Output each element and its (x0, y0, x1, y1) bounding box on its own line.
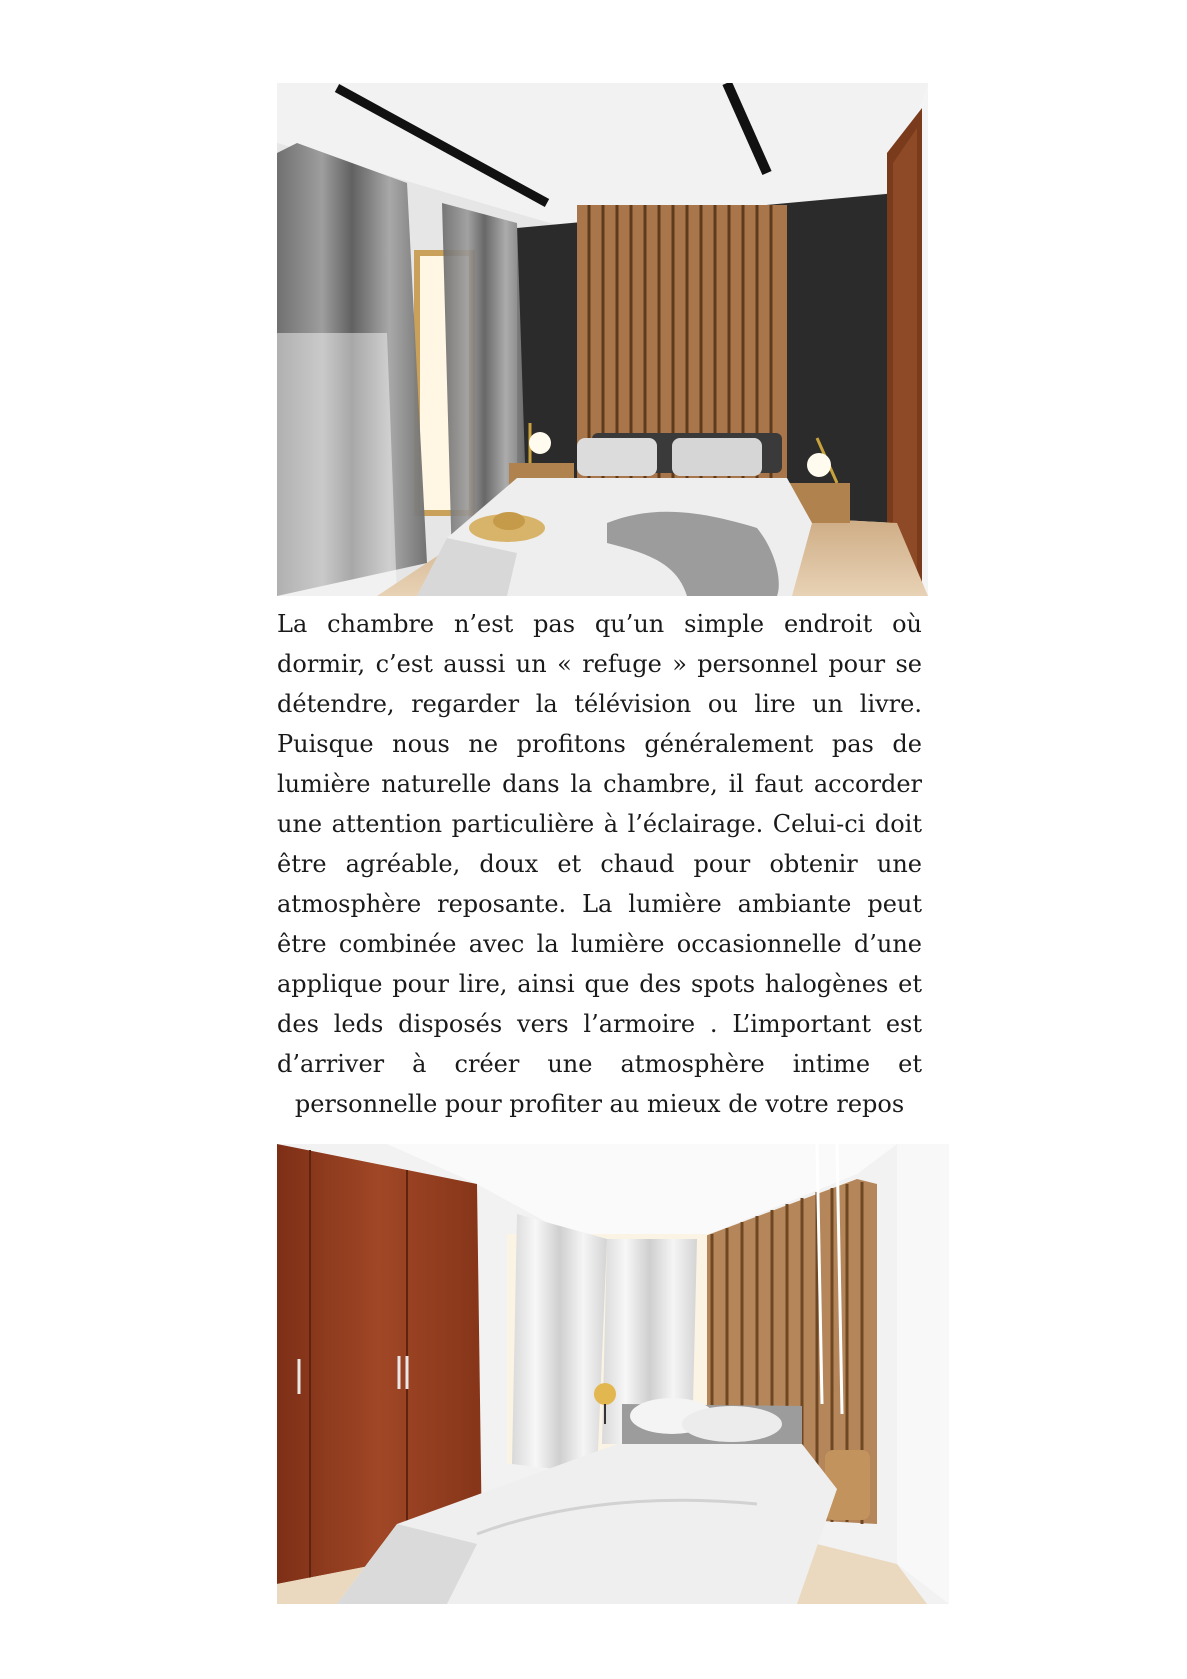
bedroom-photo-wood-panel-headboard-icon (277, 83, 928, 596)
bedroom-photo-wardrobe-and-bed-icon (277, 1144, 949, 1604)
bedroom-photo-top (277, 83, 928, 596)
bedroom-photo-bottom (277, 1144, 949, 1604)
body-paragraph: La chambre n’est pas qu’un simple endroit où dormir, c’est aussi un « refuge » personnel pour se détendre, regarder la télévision ou lire un livre. Puisque nous ne profitons généralement pas de lumière naturelle dans la chambre, il faut accorder une attention particulière à l’éclairage. Celui-ci doit être agréable, doux et chaud pour obtenir une atmosphère reposante. La lumière ambiante peut être combinée avec la lumière occasionnelle d’une applique pour lire, ainsi que des spots halogènes et des leds disposés vers l’armoire . L’important est d’arriver à créer une atmosphère intime et personnelle pour profiter au mieux de votre repos (277, 610, 922, 1118)
